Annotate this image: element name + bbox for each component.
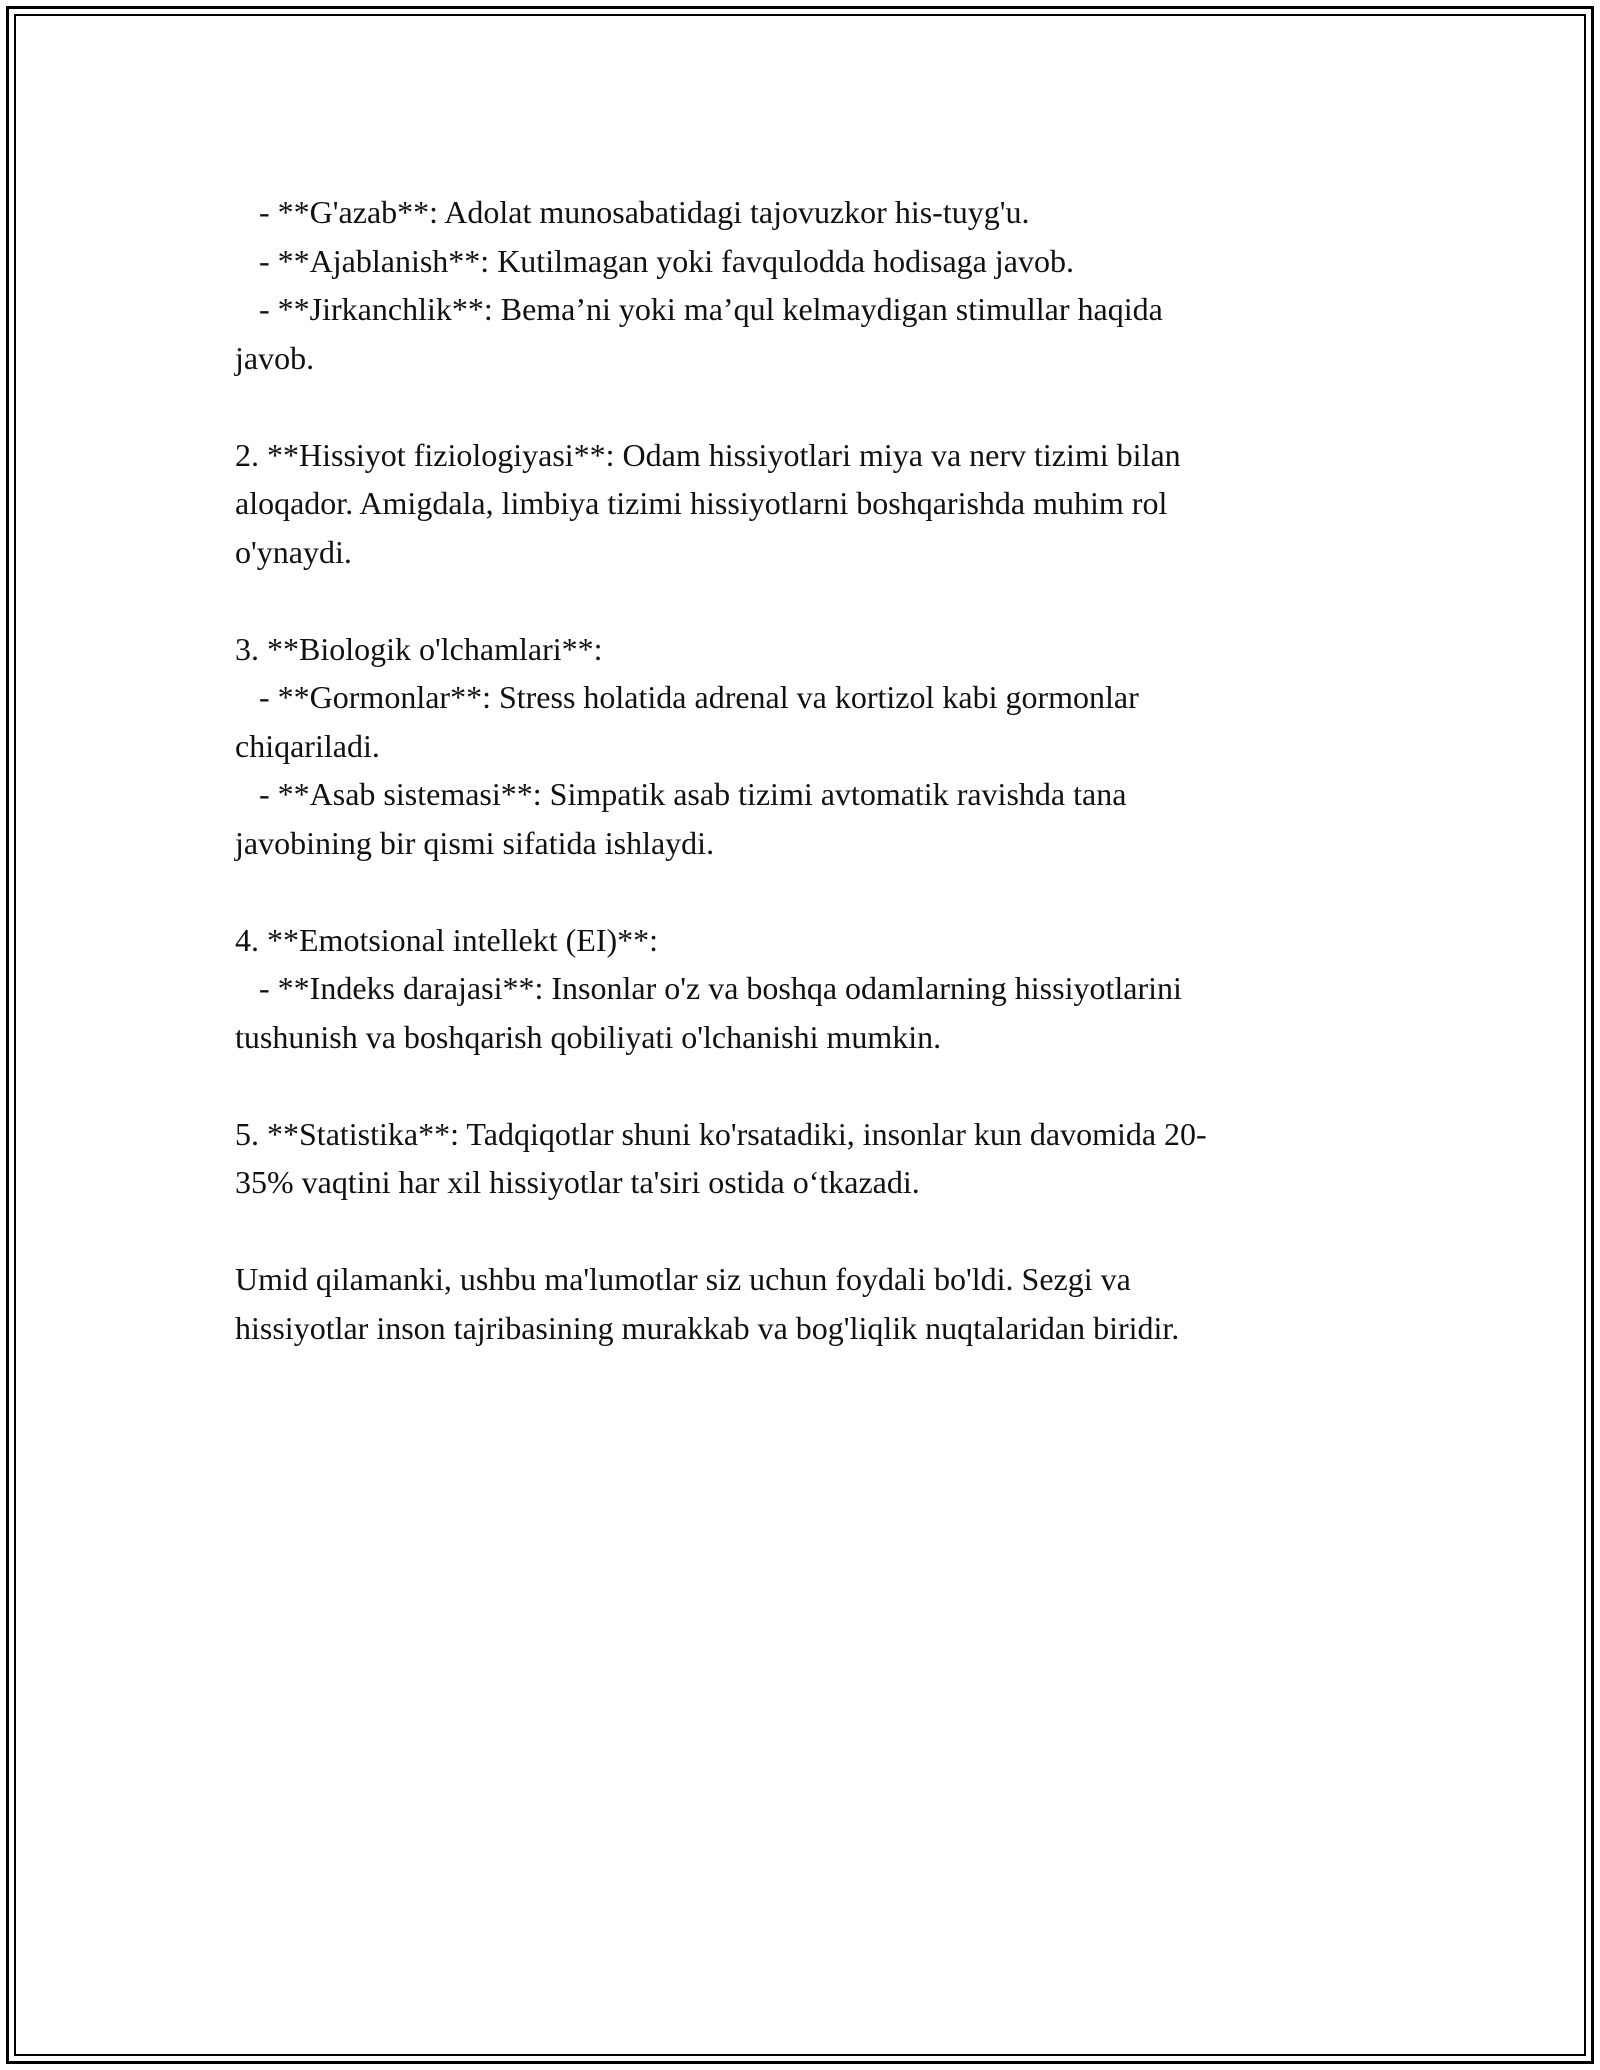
section-5 (235, 1110, 1365, 1207)
paragraph-gap (235, 867, 1365, 916)
text-line: - **Gormonlar**: Stress holatida adrenal va kortizol kabi gormonlar (235, 679, 1139, 715)
paragraph-gap (235, 1207, 1365, 1256)
text-line: hissiyotlar inson tajribasining murakkab va bog'liqlik nuqtalaridan biridir. (235, 1309, 1180, 1346)
list-emotions-tail (235, 188, 1365, 382)
closing-paragraph (235, 1255, 1365, 1352)
text-line: - **Ajablanish**: Kutilmagan yoki favqulodda hodisaga javob. (235, 242, 1074, 279)
text-line: - **G'azab**: Adolat munosabatidagi tajovuzkor his-tuyg'u. (235, 194, 1030, 230)
section-3 (235, 625, 1365, 868)
text-line: 3. **Biologik o'lchamlari**: (235, 630, 603, 667)
section-2 (235, 431, 1365, 577)
paragraph-gap (235, 576, 1365, 625)
text-line: aloqador. Amigdala, limbiya tizimi hissiyotlarni boshqarishda muhim rol (235, 485, 1168, 521)
text-line: - **Indeks darajasi**: Insonlar o'z va boshqa odamlarning hissiyotlarini (235, 970, 1182, 1006)
text-line: 2. **Hissiyot fiziologiyasi**: Odam hissiyotlari miya va nerv tizimi bilan (235, 436, 1181, 473)
text-line: javobining bir qismi sifatida ishlaydi. (235, 824, 715, 861)
document-body (235, 188, 1365, 1352)
text-line: 35% vaqtini har xil hissiyotlar ta'siri ostida o‘tkazadi. (235, 1164, 920, 1200)
text-line: chiqariladi. (235, 727, 380, 764)
paragraph-gap (235, 382, 1365, 431)
text-line: - **Jirkanchlik**: Bema’ni yoki ma’qul kelmaydigan stimullar haqida (235, 291, 1163, 327)
section-4 (235, 916, 1365, 1062)
text-line: javob. (235, 339, 315, 376)
text-line: - **Asab sistemasi**: Simpatik asab tizimi avtomatik ravishda tana (235, 776, 1127, 812)
text-line: 4. **Emotsional intellekt (EI)**: (235, 921, 659, 958)
text-line: o'ynaydi. (235, 533, 352, 570)
text-line: tushunish va boshqarish qobiliyati o'lchanishi mumkin. (235, 1018, 942, 1055)
paragraph-gap (235, 1061, 1365, 1110)
text-line: 5. **Statistika**: Tadqiqotlar shuni ko'rsatadiki, insonlar kun davomida 20- (235, 1115, 1207, 1152)
text-line: Umid qilamanki, ushbu ma'lumotlar siz uchun foydali bo'ldi. Sezgi va (235, 1261, 1131, 1297)
